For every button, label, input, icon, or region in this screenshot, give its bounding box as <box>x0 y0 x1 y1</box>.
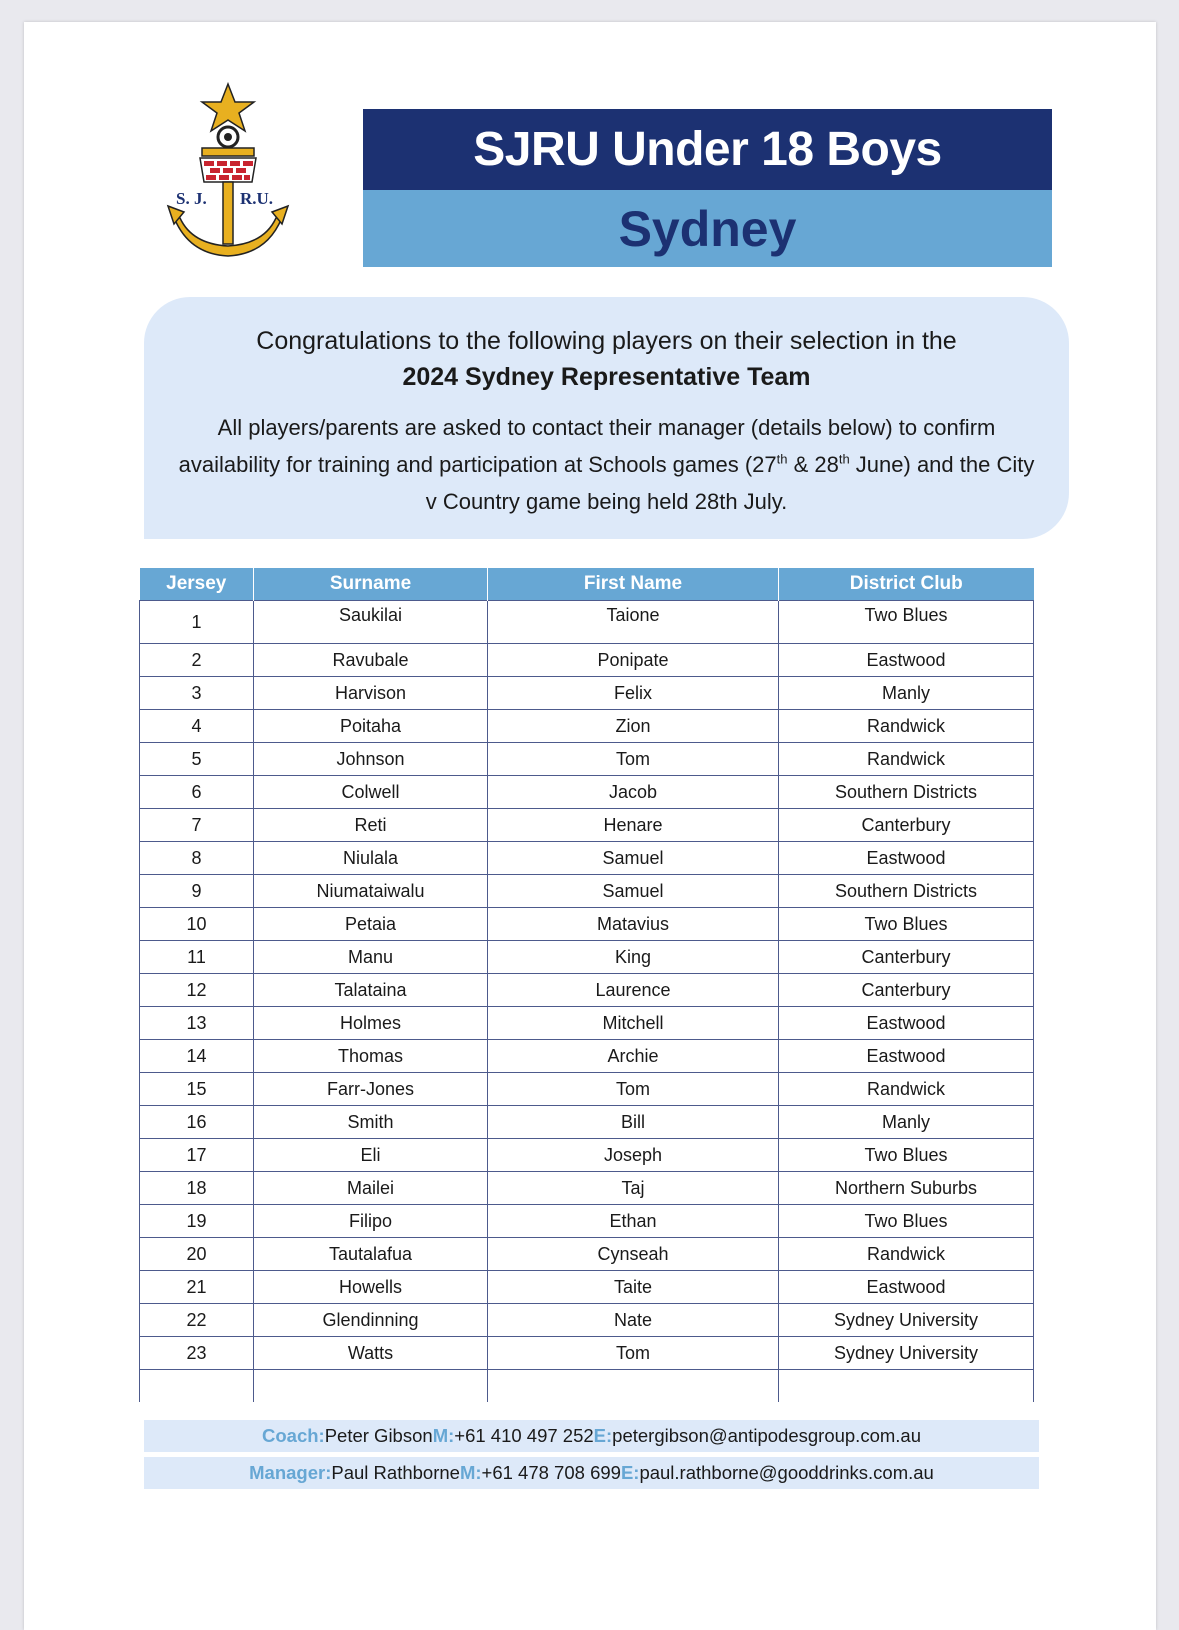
cell-first-name: Mitchell <box>488 1007 779 1040</box>
cell-jersey: 17 <box>140 1139 254 1172</box>
cell-jersey: 1 <box>140 601 254 644</box>
cell-surname: Saukilai <box>254 601 488 644</box>
coach-phone: +61 410 497 252 <box>454 1425 594 1446</box>
cell-district-club: Southern Districts <box>779 776 1034 809</box>
table-row <box>140 908 1034 941</box>
cell-surname: Howells <box>254 1271 488 1304</box>
table-row <box>140 842 1034 875</box>
cell-first-name: Cynseah <box>488 1238 779 1271</box>
logo-text-left: S. J. <box>176 189 207 208</box>
table-row <box>140 875 1034 908</box>
table-row <box>140 1007 1034 1040</box>
cell-jersey: 2 <box>140 644 254 677</box>
table-row <box>140 1271 1034 1304</box>
manager-email-label: E: <box>620 1462 640 1483</box>
cell-surname: Farr-Jones <box>254 1073 488 1106</box>
cell-surname: Petaia <box>254 908 488 941</box>
empty-cell <box>779 1370 1034 1403</box>
cell-surname: Manu <box>254 941 488 974</box>
table-row <box>140 1238 1034 1271</box>
cell-district-club: Sydney University <box>779 1337 1034 1370</box>
roster-table <box>139 568 1034 1402</box>
cell-first-name: Tom <box>488 743 779 776</box>
cell-jersey: 7 <box>140 809 254 842</box>
cell-surname: Colwell <box>254 776 488 809</box>
cell-first-name: Zion <box>488 710 779 743</box>
cell-jersey: 5 <box>140 743 254 776</box>
cell-district-club: Two Blues <box>779 1139 1034 1172</box>
sjru-anchor-logo <box>166 82 296 262</box>
cell-first-name: King <box>488 941 779 974</box>
cell-first-name: Nate <box>488 1304 779 1337</box>
title-banner <box>363 109 1052 267</box>
cell-jersey: 3 <box>140 677 254 710</box>
table-row <box>140 1172 1034 1205</box>
intro-text-a: All players/parents are asked to contact their manager (details below) to confirm availability for training and participation at Schools games (27 <box>178 415 996 477</box>
table-row <box>140 1337 1034 1370</box>
table-row <box>140 1304 1034 1337</box>
cell-district-club: Manly <box>779 677 1034 710</box>
cell-first-name: Taione <box>488 601 779 644</box>
cell-district-club: Eastwood <box>779 1271 1034 1304</box>
table-row <box>140 776 1034 809</box>
coach-contact-row <box>144 1420 1039 1452</box>
cell-first-name: Tom <box>488 1337 779 1370</box>
cell-district-club: Canterbury <box>779 809 1034 842</box>
intro-text-b: & 28 <box>787 452 839 477</box>
cell-first-name: Tom <box>488 1073 779 1106</box>
cell-surname: Ravubale <box>254 644 488 677</box>
coach-email[interactable]: petergibson@antipodesgroup.com.au <box>612 1425 921 1446</box>
intro-text-c: June) and the City v Country game being held 28th July. <box>425 452 1035 514</box>
cell-district-club: Canterbury <box>779 941 1034 974</box>
cell-district-club: Sydney University <box>779 1304 1034 1337</box>
cell-district-club: Manly <box>779 1106 1034 1139</box>
table-header-row <box>140 568 1034 601</box>
page-subtitle: Sydney <box>363 190 1052 267</box>
cell-jersey: 13 <box>140 1007 254 1040</box>
manager-email[interactable]: paul.rathborne@gooddrinks.com.au <box>639 1462 934 1483</box>
cell-district-club: Two Blues <box>779 1205 1034 1238</box>
cell-first-name: Ponipate <box>488 644 779 677</box>
col-header-district-club: District Club <box>779 568 1034 601</box>
cell-first-name: Ethan <box>488 1205 779 1238</box>
cell-surname: Reti <box>254 809 488 842</box>
cell-jersey: 18 <box>140 1172 254 1205</box>
table-row <box>140 1040 1034 1073</box>
cell-first-name: Joseph <box>488 1139 779 1172</box>
cell-jersey: 9 <box>140 875 254 908</box>
cell-district-club: Two Blues <box>779 908 1034 941</box>
intro-box <box>144 297 1069 539</box>
cell-jersey: 16 <box>140 1106 254 1139</box>
cell-district-club: Southern Districts <box>779 875 1034 908</box>
col-header-surname: Surname <box>254 568 488 601</box>
cell-jersey: 21 <box>140 1271 254 1304</box>
table-row <box>140 743 1034 776</box>
cell-surname: Johnson <box>254 743 488 776</box>
cell-first-name: Jacob <box>488 776 779 809</box>
cell-surname: Eli <box>254 1139 488 1172</box>
cell-surname: Poitaha <box>254 710 488 743</box>
table-row <box>140 941 1034 974</box>
col-header-first-name: First Name <box>488 568 779 601</box>
cell-jersey: 20 <box>140 1238 254 1271</box>
manager-phone: +61 478 708 699 <box>481 1462 621 1483</box>
intro-heading: 2024 Sydney Representative Team <box>402 363 811 391</box>
cell-surname: Thomas <box>254 1040 488 1073</box>
coach-email-label: E: <box>593 1425 613 1446</box>
cell-surname: Niulala <box>254 842 488 875</box>
cell-jersey: 22 <box>140 1304 254 1337</box>
table-row <box>140 644 1034 677</box>
intro-paragraph <box>174 409 1039 520</box>
table-row <box>140 1205 1034 1238</box>
cell-first-name: Taite <box>488 1271 779 1304</box>
cell-jersey: 11 <box>140 941 254 974</box>
table-row <box>140 809 1034 842</box>
intro-line1: Congratulations to the following players on their selection in the <box>256 327 957 355</box>
star-icon <box>202 84 254 131</box>
cell-district-club: Eastwood <box>779 1007 1034 1040</box>
cell-district-club: Canterbury <box>779 974 1034 1007</box>
table-row <box>140 974 1034 1007</box>
cell-district-club: Two Blues <box>779 601 1034 644</box>
cell-district-club: Randwick <box>779 743 1034 776</box>
cell-surname: Niumataiwalu <box>254 875 488 908</box>
cell-district-club: Randwick <box>779 1238 1034 1271</box>
cell-district-club: Randwick <box>779 710 1034 743</box>
manager-name: Paul Rathborne <box>331 1462 460 1483</box>
manager-mobile-label: M: <box>459 1462 482 1483</box>
cell-surname: Glendinning <box>254 1304 488 1337</box>
cell-district-club: Eastwood <box>779 1040 1034 1073</box>
cell-jersey: 4 <box>140 710 254 743</box>
intro-sup-1: th <box>776 451 788 467</box>
roster-body <box>140 601 1034 1403</box>
cell-district-club: Randwick <box>779 1073 1034 1106</box>
cell-first-name: Samuel <box>488 842 779 875</box>
coach-name: Peter Gibson <box>324 1425 433 1446</box>
table-row <box>140 710 1034 743</box>
table-row <box>140 1139 1034 1172</box>
empty-cell <box>488 1370 779 1403</box>
cell-district-club: Eastwood <box>779 644 1034 677</box>
cell-first-name: Taj <box>488 1172 779 1205</box>
cell-surname: Mailei <box>254 1172 488 1205</box>
cell-jersey: 23 <box>140 1337 254 1370</box>
empty-cell <box>140 1370 254 1403</box>
cell-surname: Harvison <box>254 677 488 710</box>
intro-sup-2: th <box>838 451 850 467</box>
col-header-jersey: Jersey <box>140 568 254 601</box>
empty-cell <box>254 1370 488 1403</box>
table-row <box>140 1073 1034 1106</box>
cell-jersey: 15 <box>140 1073 254 1106</box>
cell-first-name: Bill <box>488 1106 779 1139</box>
page-title: SJRU Under 18 Boys <box>363 109 1052 190</box>
cell-jersey: 6 <box>140 776 254 809</box>
coach-mobile-label: M: <box>432 1425 455 1446</box>
cell-first-name: Matavius <box>488 908 779 941</box>
cell-first-name: Archie <box>488 1040 779 1073</box>
cell-surname: Holmes <box>254 1007 488 1040</box>
cell-first-name: Henare <box>488 809 779 842</box>
table-row <box>140 1106 1034 1139</box>
cell-first-name: Samuel <box>488 875 779 908</box>
cell-jersey: 12 <box>140 974 254 1007</box>
cell-jersey: 10 <box>140 908 254 941</box>
cell-surname: Talataina <box>254 974 488 1007</box>
cell-jersey: 8 <box>140 842 254 875</box>
table-row-empty <box>140 1370 1034 1403</box>
cell-jersey: 19 <box>140 1205 254 1238</box>
cell-surname: Tautalafua <box>254 1238 488 1271</box>
cell-surname: Watts <box>254 1337 488 1370</box>
cell-first-name: Laurence <box>488 974 779 1007</box>
logo-text-right: R.U. <box>240 189 274 208</box>
cell-first-name: Felix <box>488 677 779 710</box>
manager-label: Manager: <box>249 1462 332 1483</box>
cell-jersey: 14 <box>140 1040 254 1073</box>
coach-label: Coach: <box>262 1425 325 1446</box>
cell-surname: Filipo <box>254 1205 488 1238</box>
cell-district-club: Eastwood <box>779 842 1034 875</box>
cell-surname: Smith <box>254 1106 488 1139</box>
cell-district-club: Northern Suburbs <box>779 1172 1034 1205</box>
table-row <box>140 601 1034 644</box>
table-row <box>140 677 1034 710</box>
manager-contact-row <box>144 1457 1039 1489</box>
